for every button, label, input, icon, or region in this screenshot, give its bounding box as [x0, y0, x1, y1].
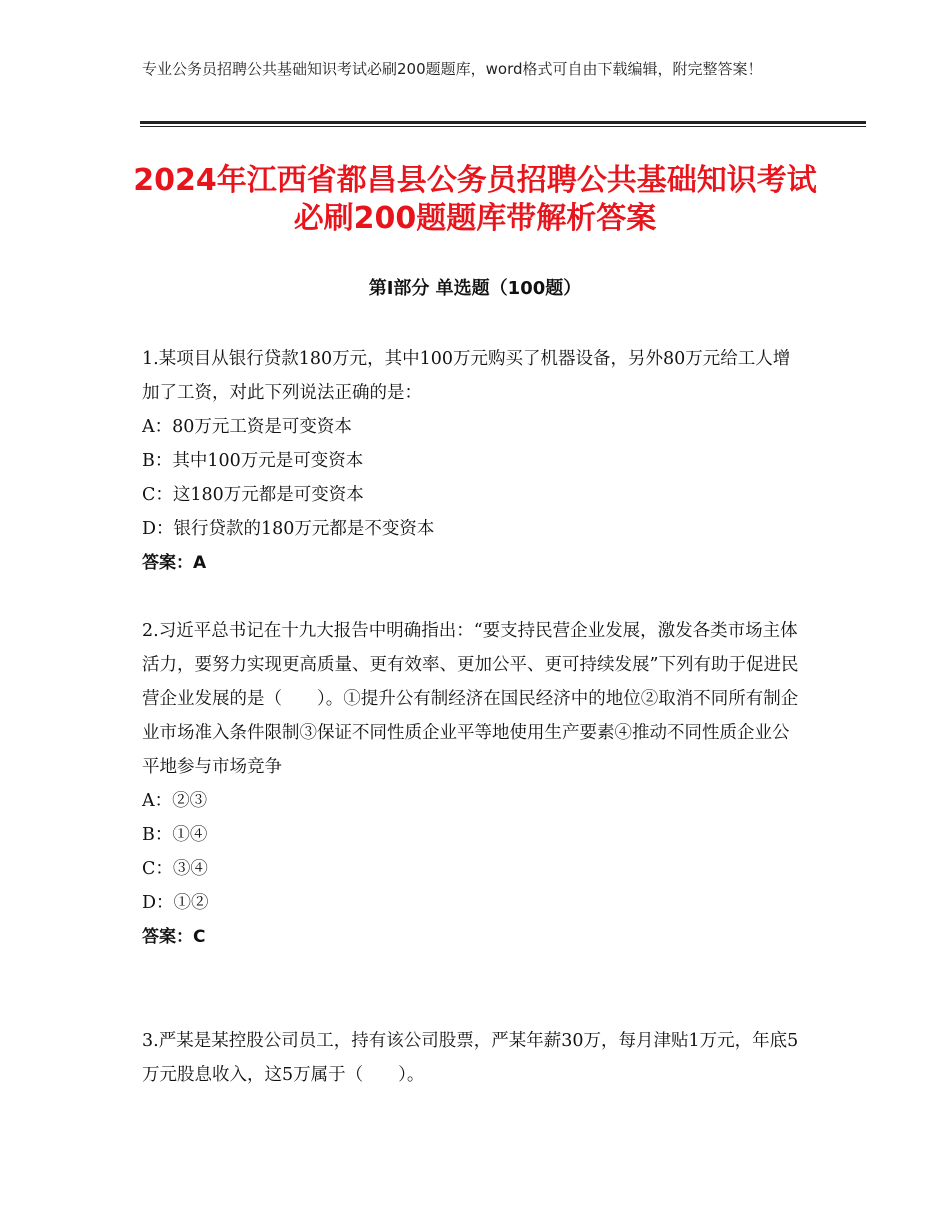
- header-note: 专业公务员招聘公共基础知识考试必刷200题题库，word格式可自由下载编辑，附完整答案！: [142, 60, 763, 78]
- document-title: 2024年江西省都昌县公务员招聘公共基础知识考试必刷200题题库带解析答案: [133, 163, 817, 236]
- option-c: C：这180万元都是可变资本: [142, 485, 364, 505]
- answer: 答案：C: [142, 927, 206, 947]
- answer: 答案：A: [142, 553, 207, 573]
- question-2: [142, 614, 802, 954]
- question-text: 2.习近平总书记在十九大报告中明确指出：“要支持民营企业发展，激发各类市场主体活力，要努力实现更高质量、更有效率、更加公平、更可持续发展”下列有助于促进民营企业发展的是（ ）。①提升公有制经济在国民经济中的地位②取消不同所有制企业市场准入条件限制③保证不同性质企业平等地使用生产要素④推动不同性质企业公平地参与市场竞争: [142, 621, 799, 777]
- header-rule-thick: [140, 121, 866, 124]
- option-b: B：其中100万元是可变资本: [142, 451, 364, 471]
- question-3: [142, 1024, 802, 1092]
- question-1: [142, 342, 802, 580]
- header-rule-thin: [140, 126, 866, 127]
- option-b: B：①④: [142, 825, 208, 845]
- option-a: A：②③: [142, 791, 208, 811]
- option-c: C：③④: [142, 859, 208, 879]
- section-title: 第Ⅰ部分 单选题（100题）: [368, 278, 582, 299]
- option-a: A：80万元工资是可变资本: [142, 417, 352, 437]
- question-text: 3.严某是某控股公司员工，持有该公司股票，严某年薪30万，每月津贴1万元，年底5万元股息收入，这5万属于（ ）。: [142, 1031, 799, 1085]
- option-d: D：银行贷款的180万元都是不变资本: [142, 519, 435, 539]
- question-text: 1.某项目从银行贷款180万元，其中100万元购买了机器设备，另外80万元给工人增加了工资，对此下列说法正确的是：: [142, 349, 791, 403]
- option-d: D：①②: [142, 893, 209, 913]
